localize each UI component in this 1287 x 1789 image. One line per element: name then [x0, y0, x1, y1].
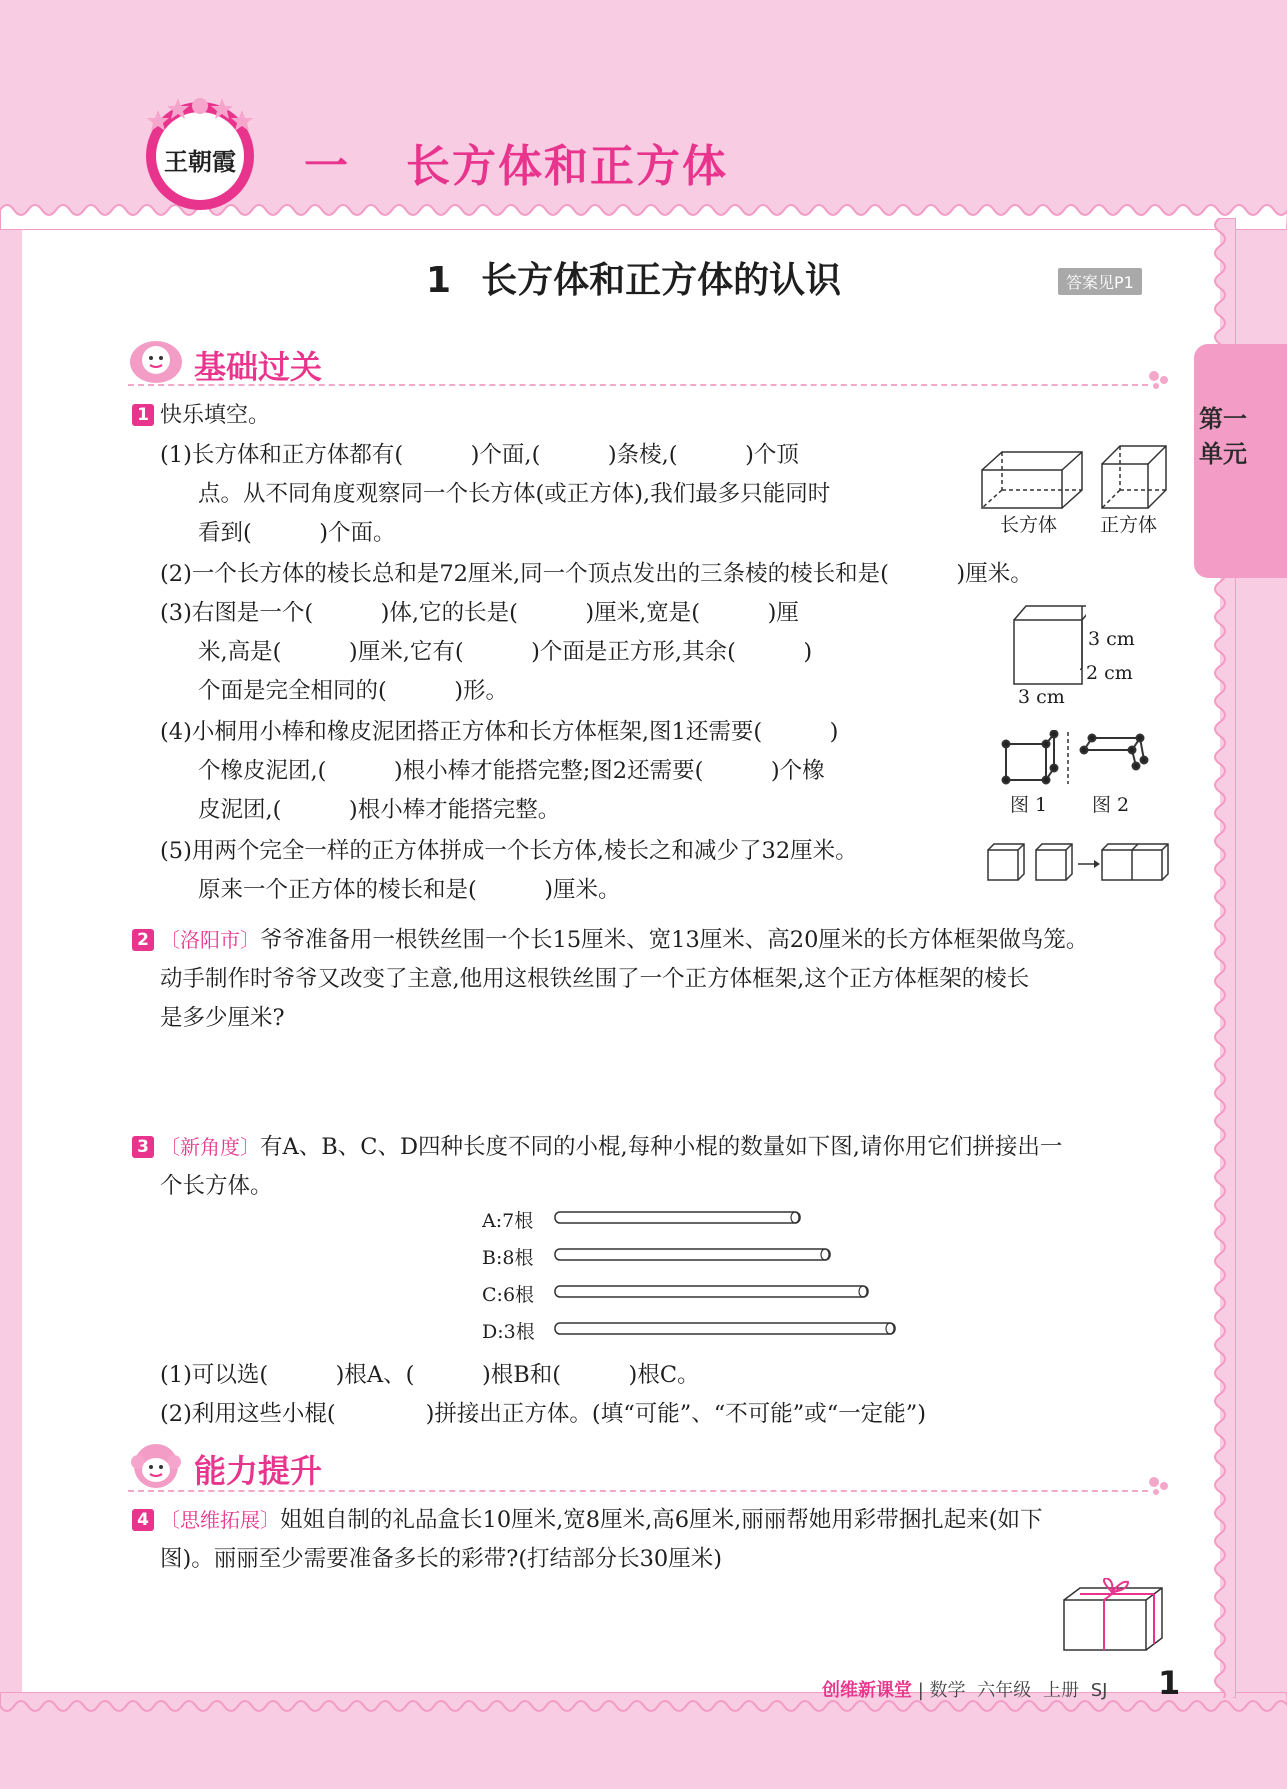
section-divider-2 [128, 1490, 1148, 1492]
q2-number: 2 [132, 929, 154, 951]
section-divider [128, 384, 1148, 386]
q1-p3-line3: 个面是完全相同的( )形。 [198, 678, 509, 704]
q3-text1: 有A、B、C、D四种长度不同的小棍,每种小棍的数量如下图,请你用它们拼接出一 [260, 1134, 1063, 1160]
dim-length-label: 3 cm [1018, 686, 1065, 708]
q2-line1 [132, 925, 1088, 955]
footer-grade: 六年级 [977, 1680, 1032, 1701]
q1-p4-line3: 皮泥团,( )根小棒才能搭完整。 [198, 797, 561, 823]
q2-line3: 是多少厘米? [160, 1005, 285, 1031]
q1-p1-line3: 看到( )个面。 [198, 520, 396, 546]
q4-line2: 图)。丽丽至少需要准备多长的彩带?(打结部分长30厘米) [160, 1546, 723, 1572]
q1-p2: (2)一个长方体的棱长总和是72厘米,同一个顶点发出的三条棱的棱长和是( )厘米。 [160, 561, 1033, 587]
cuboid-label: 长方体 [1000, 514, 1058, 536]
logo [140, 92, 260, 212]
stick-label-2: C:6根 [482, 1284, 535, 1306]
mascot-icon [128, 336, 184, 384]
q3-number: 3 [132, 1136, 154, 1158]
q3-sub2: (2)利用这些小棍( )拼接出正方体。(填“可能”、“不可能”或“一定能”) [160, 1401, 927, 1427]
unit-name: 长方体和正方体 [406, 141, 728, 192]
q2-tag: 〔洛阳市〕 [160, 928, 260, 952]
gift-box-figure [1062, 1578, 1168, 1652]
q1-p5-line1: (5)用两个完全一样的正方体拼成一个长方体,棱长之和减少了32厘米。 [160, 838, 858, 864]
stick-2 [554, 1284, 873, 1302]
side-tab-label: 第一单元 [1199, 405, 1247, 468]
q4-text1: 姐姐自制的礼品盒长10厘米,宽8厘米,高6厘米,丽丽帮她用彩带捆扎起来(如下 [280, 1507, 1043, 1533]
mascot-monkey-icon [128, 1440, 184, 1490]
footer-edition: SJ [1090, 1680, 1108, 1701]
q3-tag: 〔新角度〕 [160, 1135, 260, 1159]
unit-title [304, 130, 728, 194]
cubes-combine-figure [986, 840, 1170, 884]
footer-brand: 创维新课堂 [822, 1680, 912, 1701]
q4-line1 [132, 1505, 1043, 1535]
dim-height-label: 3 cm [1088, 628, 1135, 650]
cuboid-figure [980, 448, 1088, 510]
q1-p1-line1: (1)长方体和正方体都有( )个面,( )条棱,( )个顶 [160, 442, 799, 468]
cube-label: 正方体 [1100, 514, 1158, 536]
fig1-label: 图 1 [1010, 794, 1048, 816]
section-advanced-title: 能力提升 [194, 1452, 323, 1490]
stick-label-1: B:8根 [482, 1247, 534, 1269]
q1-number: 1 [132, 404, 154, 426]
cube-figure [1100, 444, 1168, 510]
fig2-label: 图 2 [1092, 794, 1130, 816]
unit-side-tab[interactable] [1194, 344, 1287, 578]
answer-reference-badge: 答案见P1 [1058, 268, 1142, 295]
q4-tag: 〔思维拓展〕 [160, 1508, 280, 1532]
dots-decoration-icon [1148, 370, 1170, 392]
q1-p5-line2: 原来一个正方体的棱长和是( )厘米。 [198, 877, 621, 903]
cuboid-dimension-figure [1012, 604, 1086, 686]
q1-p1-line2: 点。从不同角度观察同一个长方体(或正方体),我们最多只能同时 [198, 481, 831, 507]
footer-separator: | [917, 1680, 924, 1701]
lesson-title [426, 252, 841, 303]
lesson-name: 长方体和正方体的认识 [481, 260, 842, 301]
stick-0 [554, 1210, 805, 1228]
section-basic-title: 基础过关 [194, 348, 323, 386]
q4-number: 4 [132, 1509, 154, 1531]
unit-number: 一 [304, 141, 350, 192]
stick-1 [554, 1247, 835, 1265]
dim-width-label: 2 cm [1086, 662, 1133, 684]
footer-subject: 数学 [929, 1680, 966, 1701]
lesson-number: 1 [426, 260, 452, 301]
footer [822, 1676, 1107, 1702]
q1-title: 快乐填空。 [160, 403, 271, 428]
q2-text1: 爷爷准备用一根铁丝围一个长15厘米、宽13厘米、高20厘米的长方体框架做鸟笼。 [260, 927, 1089, 953]
page-number: 1 [1158, 1664, 1181, 1702]
q3-sub1: (1)可以选( )根A、( )根B和( )根C。 [160, 1362, 700, 1388]
footer-volume: 上册 [1043, 1680, 1080, 1701]
frame-figures [1000, 730, 1152, 788]
stick-label-3: D:3根 [482, 1321, 535, 1343]
q1-heading [132, 400, 270, 431]
q1-p4-line2: 个橡皮泥团,( )根小棒才能搭完整;图2还需要( )个橡 [198, 758, 825, 784]
dots-decoration-icon-2 [1148, 1476, 1170, 1498]
stick-label-0: A:7根 [482, 1210, 534, 1232]
sticks-figure [480, 1208, 900, 1368]
logo-text: 王朝霞 [164, 147, 236, 176]
q3-line2: 个长方体。 [160, 1173, 273, 1199]
q1-p3-line2: 米,高是( )厘米,它有( )个面是正方形,其余( ) [198, 639, 813, 665]
q3-line1 [132, 1132, 1062, 1162]
q2-line2: 动手制作时爷爷又改变了主意,他用这根铁丝围了一个正方体框架,这个正方体框架的棱长 [160, 966, 1030, 992]
stick-3 [554, 1321, 900, 1339]
q1-p4-line1: (4)小桐用小棒和橡皮泥团搭正方体和长方体框架,图1还需要( ) [160, 719, 839, 745]
q1-p3-line1: (3)右图是一个( )体,它的长是( )厘米,宽是( )厘 [160, 600, 799, 626]
